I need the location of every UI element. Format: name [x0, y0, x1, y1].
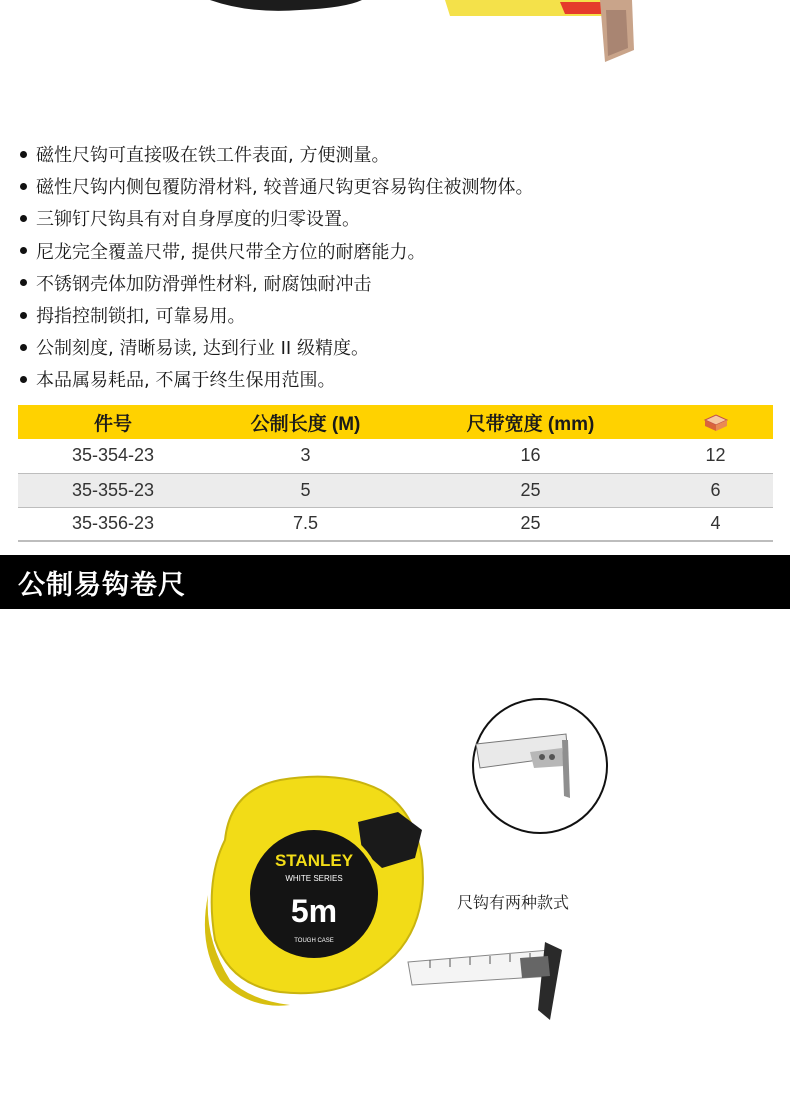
feature-item: 本品属易耗品, 不属于终生保用范围。	[18, 363, 778, 395]
bullet-icon	[20, 344, 27, 351]
header-part-number: 件号	[18, 405, 208, 439]
table-row	[18, 507, 773, 541]
bullet-icon	[20, 376, 27, 383]
bullet-icon	[20, 312, 27, 319]
cell-length: 3	[208, 439, 403, 473]
cell-width: 25	[403, 473, 658, 507]
spec-table	[18, 405, 773, 542]
cell-part-number: 35-356-23	[18, 507, 208, 541]
box-icon	[703, 412, 729, 432]
feature-item: 公制刻度, 清晰易读, 达到行业 II 级精度。	[18, 331, 778, 363]
feature-item: 拇指控制锁扣, 可靠易用。	[18, 299, 778, 331]
cell-pack: 6	[658, 473, 773, 507]
brand-label: STANLEY	[274, 851, 354, 870]
cell-width: 16	[403, 439, 658, 473]
case-label: TOUGH CASE	[294, 938, 334, 944]
feature-item: 尼龙完全覆盖尺带, 提供尺带全方位的耐磨能力。	[18, 235, 778, 267]
cell-width: 25	[403, 507, 658, 541]
section-title: 公制易钩卷尺	[18, 570, 186, 601]
feature-list	[18, 138, 778, 396]
feature-item: 磁性尺钩内侧包覆防滑材料, 较普通尺钩更容易钩住被测物体。	[18, 170, 778, 202]
bullet-icon	[20, 151, 27, 158]
header-width: 尺带宽度 (mm)	[403, 405, 658, 439]
bullet-icon	[20, 183, 27, 190]
size-label: 5m	[290, 893, 338, 929]
tape-measure-image	[190, 680, 620, 1030]
section-banner	[0, 555, 790, 609]
hook-caption: 尺钩有两种款式	[457, 893, 570, 912]
cell-part-number: 35-355-23	[18, 473, 208, 507]
series-label: WHITE SERIES	[285, 874, 343, 883]
header-length: 公制长度 (M)	[208, 405, 403, 439]
bullet-icon	[20, 279, 27, 286]
cell-part-number: 35-354-23	[18, 439, 208, 473]
header-pack	[658, 405, 773, 439]
table-row	[18, 473, 773, 507]
table-header-row	[18, 405, 773, 439]
bullet-icon	[20, 247, 27, 254]
cell-length: 7.5	[208, 507, 403, 541]
bullet-icon	[20, 215, 27, 222]
feature-item: 不锈钢壳体加防滑弹性材料, 耐腐蚀耐冲击	[18, 267, 778, 299]
feature-item: 磁性尺钩可直接吸在铁工件表面, 方便测量。	[18, 138, 778, 170]
table-row	[18, 439, 773, 473]
feature-item: 三铆钉尺钩具有对自身厚度的归零设置。	[18, 202, 778, 234]
cell-pack: 12	[658, 439, 773, 473]
top-product-image	[0, 0, 790, 110]
cell-pack: 4	[658, 507, 773, 541]
cell-length: 5	[208, 473, 403, 507]
